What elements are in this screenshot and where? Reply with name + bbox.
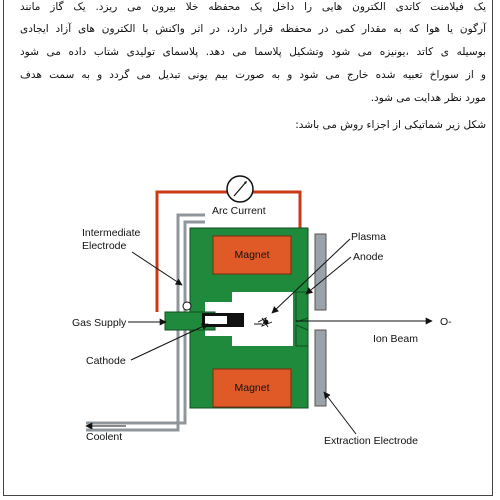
paragraph-line-4: و از سوراخ تعبیه شده خارج می شود و به صورت بیم یونی تبدیل می گردد و به سمت هدف <box>20 69 486 81</box>
label-beam-symbol: O- <box>440 316 452 328</box>
figure-caption: شکل زیر شماتیکی از اجزاء روش می باشد: <box>295 119 486 131</box>
anode <box>296 292 308 346</box>
paragraph-line-3: بوسیله ی کاتد ،یونیزه می شود وتشکیل پلاسما می دهد. پلاسمای تولیدی شتاب داده می شود <box>20 46 486 58</box>
svg-text:Magnet: Magnet <box>234 249 270 261</box>
label-extraction-electrode: Extraction Electrode <box>324 435 418 447</box>
label-intermediate-1: Intermediate <box>82 227 141 239</box>
paragraph-line-2: آرگون یا هوا که به مقدار کمی در محفظه قرار دارد، در اثر واکنش با الکترون های آزاد ایجادی <box>20 23 486 35</box>
paragraph-line-5: مورد نظر هدایت می شود. <box>370 92 486 104</box>
magnet-top <box>213 236 291 274</box>
paragraph-line-1: یک فیلامنت کاتدی الکترون هایی را داخل یک محفظه خلا بیرون می ریزد. یک گاز مانند <box>20 1 486 13</box>
label-plasma: Plasma <box>351 231 387 243</box>
svg-text:Magnet: Magnet <box>234 382 270 394</box>
label-coolent: Coolent <box>86 431 123 443</box>
label-gas-supply: Gas Supply <box>72 317 127 329</box>
magnet-bottom <box>213 369 291 407</box>
label-anode: Anode <box>353 251 384 263</box>
label-arc-current: Arc Current <box>212 205 266 217</box>
label-cathode: Cathode <box>86 355 126 367</box>
label-ion-beam: Ion Beam <box>373 333 418 345</box>
label-intermediate-2: Electrode <box>82 240 127 252</box>
extraction-electrode <box>315 234 326 406</box>
